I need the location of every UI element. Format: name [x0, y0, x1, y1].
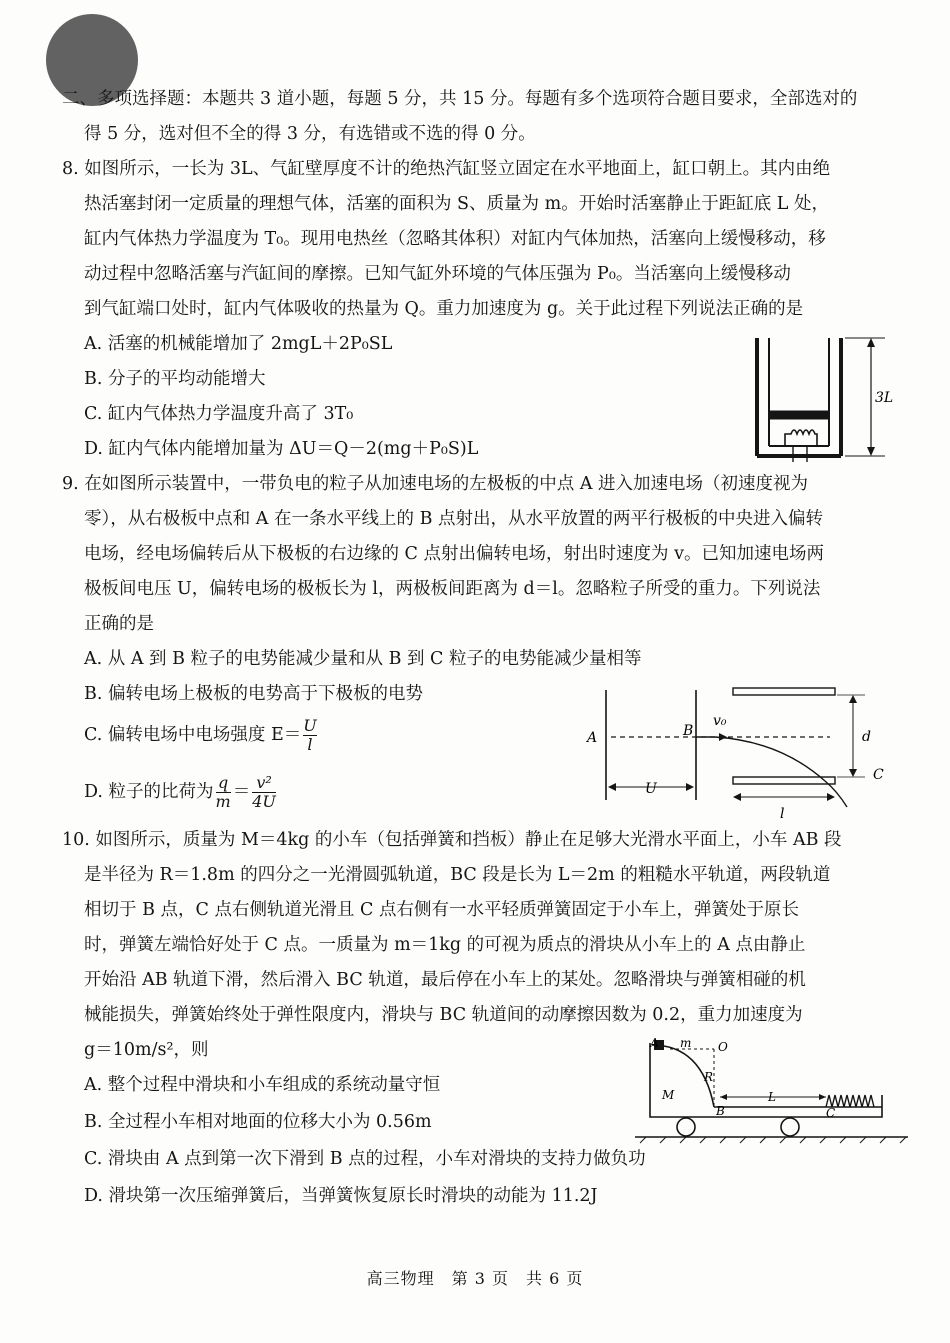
q8-option-a: A. 活塞的机械能增加了 2mgL＋2P₀SL [84, 334, 393, 354]
label-b: B [683, 723, 694, 739]
label-c: C [826, 1106, 836, 1120]
fraction-denominator: l [307, 735, 313, 754]
q10-option-b: B. 全过程小车相对地面的位移大小为 0.56m [84, 1112, 432, 1132]
q9-line-2: 零），从右极板中点和 A 在一条水平线上的 B 点射出，从水平放置的两平行极板的中央进入偏转 [84, 509, 823, 529]
q10-line-1: 10. 如图所示，质量为 M＝4kg 的小车（包括弹簧和挡板）静止在足够大光滑水平面上，小车 AB 段 [62, 830, 842, 850]
label-c: C [873, 767, 884, 783]
label-big-m: M [662, 1088, 675, 1102]
piston [769, 411, 829, 419]
label-r: R [704, 1070, 714, 1084]
q10-line-3: 相切于 B 点，C 点右侧轨道光滑且 C 点右侧有一水平轻质弹簧固定于小车上，弹簧处于原长 [84, 900, 799, 920]
q9-line-5: 正确的是 [84, 614, 154, 634]
q10-option-d: D. 滑块第一次压缩弹簧后，当弹簧恢复原长时滑块的动能为 11.2J [84, 1186, 598, 1206]
deflect-upper-plate [733, 688, 835, 695]
label-a: A [650, 1036, 659, 1050]
heating-wire [785, 430, 817, 446]
q9-option-a: A. 从 A 到 B 粒子的电势能减少量和从 B 到 C 粒子的电势能减少量相等 [84, 649, 642, 669]
q8-option-c: C. 缸内气体热力学温度升高了 3T₀ [84, 404, 354, 424]
label-d: d [862, 729, 871, 745]
q10-line-5: 开始沿 AB 轨道下滑，然后滑入 BC 轨道，最后停在小车上的某处。忽略滑块与弹簧相碰的机 [84, 970, 806, 990]
q9-option-d-text: D. 粒子的比荷为 [84, 782, 214, 802]
label-u: U [645, 781, 657, 797]
q9-option-d-ratio [216, 774, 231, 811]
q9-option-b: B. 偏转电场上极板的电势高于下极板的电势 [84, 684, 423, 704]
fraction-numerator: v² [252, 774, 276, 793]
deflect-lower-plate [733, 777, 835, 784]
q10-line-6: 械能损失，弹簧始终处于弹性限度内，滑块与 BC 轨道间的动摩擦因数为 0.2，重力加速度为 [84, 1005, 803, 1025]
ratio-denominator: m [215, 792, 231, 811]
q9-option-c-text: C. 偏转电场中电场强度 E＝ [84, 725, 302, 745]
label-a: A [587, 730, 598, 746]
label-l: l [780, 806, 785, 822]
q10-line-7: g＝10m/s²，则 [84, 1040, 209, 1060]
q10-line-4: 时，弹簧左端恰好处于 C 点。一质量为 m＝1kg 的可视为质点的滑块从小车上的 A 点由静止 [84, 935, 806, 955]
q9-line-3: 电场，经电场偏转后从下极板的右边缘的 C 点射出偏转电场，射出时速度为 v。已知加速电场两 [84, 544, 824, 564]
fraction-denominator: 4U [252, 792, 276, 811]
q9-line-4: 极板间电压 U，偏转电场的极板长为 l，两极板间距离为 d＝l。忽略粒子所受的重力。下列说法 [84, 579, 821, 599]
q9-option-c-fraction [303, 717, 316, 754]
q10-line-2: 是半径为 R＝1.8m 的四分之一光滑圆弧轨道，BC 段是长为 L＝2m 的粗糙水平轨道，两段轨道 [84, 865, 831, 885]
q10-option-a: A. 整个过程中滑块和小车组成的系统动量守恒 [84, 1075, 441, 1095]
right-wheel [781, 1118, 799, 1136]
q8-cylinder-figure [745, 330, 915, 465]
q10-option-c: C. 滑块由 A 点到第一次下滑到 B 点的过程，小车对滑块的支持力做负功 [84, 1149, 646, 1169]
page-footer: 高三物理 第 3 页 共 6 页 [366, 1269, 584, 1288]
ratio-numerator: q [216, 774, 231, 793]
q8-option-d: D. 缸内气体内能增加量为 ΔU＝Q－2(mg＋P₀S)L [84, 439, 479, 459]
label-m: m [680, 1036, 692, 1050]
label-l: L [768, 1090, 776, 1104]
q9-option-d [84, 772, 278, 812]
q8-line-3: 缸内气体热力学温度为 T₀。现用电热丝（忽略其体积）对缸内气体加热，活塞向上缓慢移动，移 [84, 229, 826, 249]
q9-option-c [84, 716, 319, 754]
q8-line-5: 到气缸端口处时，缸内气体吸收的热量为 Q。重力加速度为 g。关于此过程下列说法正确的是 [84, 299, 804, 319]
q9-option-d-fraction [252, 774, 276, 811]
q8-line-1: 8. 如图所示，一长为 3L、气缸壁厚度不计的绝热汽缸竖立固定在水平地面上，缸口朝上。其内由绝 [62, 159, 831, 179]
fraction-numerator: U [303, 716, 317, 735]
q8-line-4: 动过程中忽略活塞与汽缸间的摩擦。已知气缸外环境的气体压强为 P₀。当活塞向上缓慢移动 [84, 264, 791, 284]
left-wheel [677, 1118, 695, 1136]
q8-line-2: 热活塞封闭一定质量的理想气体，活塞的面积为 S、质量为 m。开始时活塞静止于距缸底 L 处， [84, 194, 829, 214]
height-label: 3L [875, 390, 894, 406]
q9-field-figure [575, 685, 905, 825]
label-b: B [716, 1104, 725, 1118]
q10-cart-figure [630, 1035, 912, 1150]
q8-option-b: B. 分子的平均动能增大 [84, 369, 266, 389]
label-v0: v₀ [713, 713, 727, 729]
label-o: O [718, 1040, 728, 1054]
q9-line-1: 9. 在如图所示装置中，一带负电的粒子从加速电场的左极板的中点 A 进入加速电场（初速度视为 [62, 474, 809, 494]
equals-sign: ＝ [232, 782, 251, 802]
section-heading-cont: 得 5 分，选对但不全的得 3 分，有选错或不选的得 0 分。 [84, 124, 536, 144]
velocity-arrow [719, 733, 727, 741]
section-heading: 二、多项选择题：本题共 3 道小题，每题 5 分，共 15 分。每题有多个选项符合题目要求，全部选对的 [62, 89, 858, 109]
